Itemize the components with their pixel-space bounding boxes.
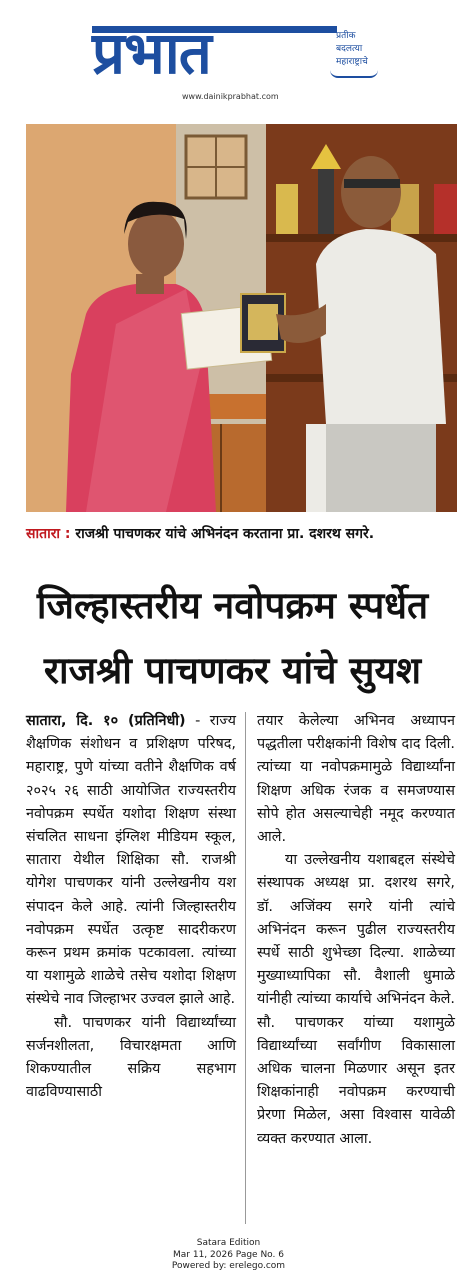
footer-edition: Satara Edition bbox=[196, 1238, 261, 1248]
caption-place: सातारा : bbox=[26, 526, 71, 542]
caption-text: राजश्री पाचणकर यांचे अभिनंदन करताना प्रा. दशरथ सगरे. bbox=[75, 526, 375, 542]
award-presentation-photo-icon bbox=[26, 124, 457, 512]
photo-caption bbox=[26, 524, 444, 545]
page-footer bbox=[0, 1238, 457, 1273]
tagline-swoosh bbox=[330, 70, 378, 78]
article-column-right bbox=[257, 710, 455, 1151]
footer-date-page: Mar 11, 2026 Page No. 6 bbox=[173, 1249, 284, 1260]
newspaper-logo: प्रभात bbox=[92, 19, 211, 87]
tagline-line-2: बदलत्या bbox=[336, 44, 363, 54]
article-column-left bbox=[26, 710, 236, 1104]
tagline-line-1: प्रतीक bbox=[336, 31, 356, 41]
logo-tagline bbox=[336, 30, 416, 69]
headline-line-1: जिल्हास्तरीय नवोपक्रम स्पर्धेत bbox=[36, 584, 429, 627]
article-paragraph-2: सौ. पाचणकर यांनी विद्यार्थ्यांच्या सर्जनशीलता, विचारक्षमता आणि शिकण्यातील सक्रिय सहभाग वाढविण्यासाठी bbox=[26, 1014, 236, 1101]
article-paragraph-4: या उल्लेखनीय यशाबद्दल संस्थेचे संस्थापक अध्यक्ष प्रा. दशरथ सगरे, डॉ. अजिंक्य सगरे यांनी त्यांचे अभिनंदन करून पुढील राज्यस्तरीय स्पर्धे साठी शुभेच्छा दिल्या. शाळेच्या मुख्याध्यापिका सौ. वैशाली धुमाळे यांनीही त्यांच्या कार्याचे अभिनंदन केले. सौ. पाचणकर यांच्या यशामुळे विद्यार्थ्यांच्या सर्वांगीण विकासाला अधिक चालना मिळणार असून इतर शिक्षकांनाही नवोपक्रम करण्याची प्रेरणा मिळेल, असा विश्वास यावेळी व्यक्त करण्यात आला. bbox=[257, 852, 455, 1147]
article-dateline: सातारा, दि. १० (प्रतिनिधी) bbox=[26, 713, 186, 729]
article-paragraph-3: तयार केलेल्या अभिनव अध्यापन पद्धतीला परीक्षकांनी विशेष दाद दिली. त्यांच्या या नवोपक्रमामुळे विद्यार्थ्यांना शिक्षण अधिक रंजक व समजण्यास सोपे होत असल्याचेही नमूद करण्यात आले. bbox=[257, 713, 455, 846]
headline-line-2: राजश्री पाचणकर यांचे सुयश bbox=[43, 649, 422, 692]
article-paragraph-1-text: - राज्य शैक्षणिक संशोधन व प्रशिक्षण परिषद, महाराष्ट्र, पुणे यांच्या वतीने शैक्षणिक वर्ष २०२५ २६ साठी आयोजित राज्यस्तरीय नवोपक्रम स्पर्धेत यशोदा शिक्षण संस्था संचलित साधना इंग्लिश मीडियम स्कूल, सातारा येथील शिक्षिका सौ. राजश्री योगेश पाचणकर यांनी उल्लेखनीय यश संपादन केले आहे. त्यांनी जिल्हास्तरीय नवोपक्रम स्पर्धेत उत्कृष्ट सादरीकरण करून प्रथम क्रमांक पटकावला. त्यांच्या या यशामुळे शाळेचे तसेच यशोदा शिक्षण संस्थेचे नाव जिल्हाभर उज्वल झाले आहे. bbox=[26, 713, 236, 1008]
column-divider bbox=[245, 712, 246, 1224]
news-photo bbox=[26, 124, 457, 512]
masthead bbox=[0, 0, 457, 110]
website-url: www.dainikprabhat.com bbox=[182, 92, 279, 101]
tagline-line-3: महाराष्ट्राचे bbox=[336, 57, 368, 67]
footer-powered-by: Powered by: erelego.com bbox=[171, 1261, 286, 1271]
article-paragraph-1 bbox=[26, 710, 236, 1012]
